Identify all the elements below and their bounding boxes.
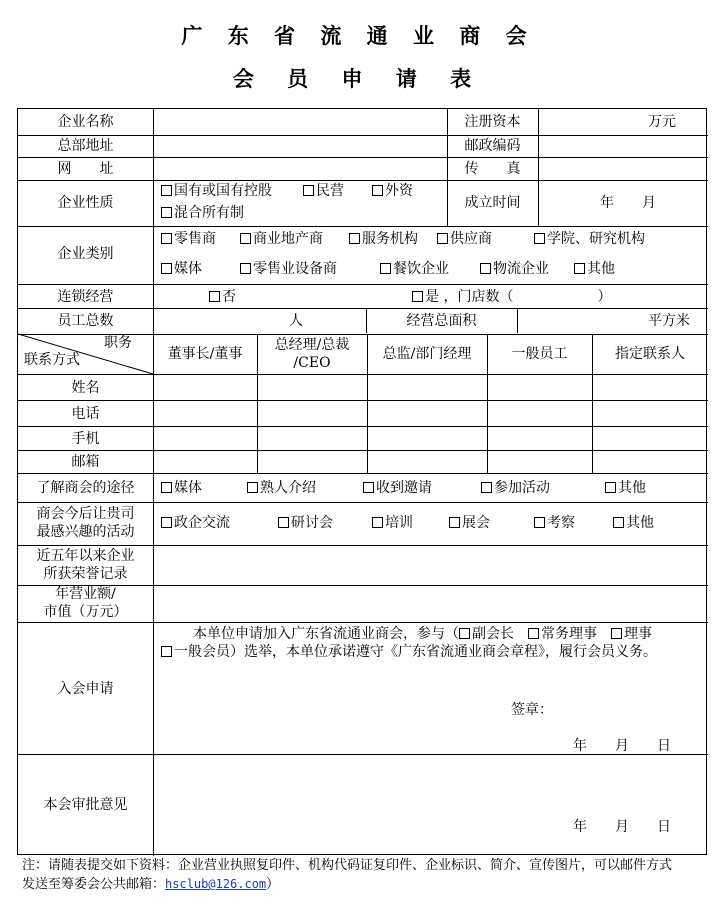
category-option[interactable]: 其他 (574, 260, 615, 278)
checkbox[interactable] (303, 185, 314, 196)
nature-option[interactable]: 混合所有制 (161, 204, 244, 222)
footnote-line2: 发送至筹委会公共邮箱：hsclub@126.com） (22, 877, 280, 892)
label-channel: 了解商会的途径 (36, 480, 135, 496)
label-nature: 企业性质 (57, 195, 114, 211)
interest-option[interactable]: 培训 (372, 514, 413, 532)
checkbox[interactable] (437, 233, 448, 244)
footnote (22, 857, 712, 894)
label-interest: 商会今后让贵司 (36, 506, 135, 522)
checkbox[interactable] (372, 185, 383, 196)
contact-row-label: 姓名 (71, 380, 100, 396)
chain-no-option[interactable]: 否 (209, 288, 236, 306)
checkbox[interactable] (161, 517, 172, 528)
contact-row-label: 电话 (71, 406, 100, 422)
category-option[interactable]: 物流企业 (480, 260, 549, 278)
position-header: 指定联系人 (615, 346, 685, 362)
label-honors: 近五年以来企业 (36, 548, 135, 564)
staff-unit: 人 (289, 313, 303, 329)
checkbox[interactable] (161, 482, 172, 493)
label-honors: 所获荣誉记录 (43, 566, 128, 582)
checkbox[interactable] (161, 646, 172, 657)
label-postal-code: 邮政编码 (464, 138, 521, 154)
label-chain: 连锁经营 (57, 289, 114, 305)
label-website: 网 址 (57, 161, 114, 177)
label-hq-address: 总部地址 (57, 138, 114, 154)
review-date: 年 月 日 (573, 819, 671, 835)
checkbox[interactable] (161, 207, 172, 218)
nature-option[interactable]: 国有或国有控股 (161, 182, 272, 200)
category-option[interactable]: 餐饮企业 (380, 260, 449, 278)
channel-option[interactable]: 收到邀请 (363, 479, 432, 497)
apply-statement: 本单位申请加入广东省流通业商会，参与（ 副会长 常务理事 理事 (193, 626, 652, 642)
label-interest: 最感兴趣的活动 (36, 524, 135, 540)
contact-row-label: 邮箱 (71, 454, 100, 470)
signature-label: 签章： (511, 702, 553, 718)
checkbox[interactable] (412, 291, 423, 302)
checkbox[interactable] (247, 482, 258, 493)
application-form (17, 108, 707, 855)
category-option[interactable]: 零售商 (161, 230, 216, 248)
label-company-name: 企业名称 (57, 114, 114, 130)
category-option[interactable]: 零售业设备商 (240, 260, 337, 278)
label-staff: 员工总数 (57, 313, 114, 329)
checkbox[interactable] (480, 263, 491, 274)
label-revenue: 市值（万元） (43, 604, 128, 620)
reg-capital-unit: 万元 (648, 114, 676, 130)
email-link[interactable]: hsclub@126.com (165, 877, 267, 891)
footnote-line1: 注：请随表提交如下资料：企业营业执照复印件、机构代码证复印件、企业标识、简介、宣传图片，可以邮件方式 (22, 858, 673, 873)
channel-option[interactable]: 其他 (605, 479, 646, 497)
checkbox[interactable] (534, 233, 545, 244)
checkbox[interactable] (240, 263, 251, 274)
category-option[interactable]: 媒体 (161, 260, 202, 278)
form-title: 广 东 省 流 通 业 商 会 (181, 24, 536, 48)
category-option[interactable]: 学院、研究机构 (534, 230, 645, 248)
label-apply: 入会申请 (57, 681, 114, 697)
founded-unit: 年 月 (600, 195, 656, 211)
label-founded: 成立时间 (464, 195, 521, 211)
checkbox[interactable] (534, 517, 545, 528)
checkbox[interactable] (278, 517, 289, 528)
position-header: 董事长/董事 (167, 346, 243, 362)
position-header: 一般员工 (511, 346, 568, 362)
position-header: 总监/部门经理 (382, 346, 472, 362)
interest-option[interactable]: 研讨会 (278, 514, 333, 532)
label-reg-capital: 注册资本 (464, 114, 521, 130)
form-subtitle: 会 员 申 请 表 (232, 67, 485, 91)
checkbox[interactable] (372, 517, 383, 528)
apply-date: 年 月 日 (573, 738, 671, 754)
area-unit: 平方米 (648, 313, 690, 329)
interest-option[interactable]: 政企交流 (161, 514, 230, 532)
label-category: 企业类别 (57, 246, 114, 262)
checkbox[interactable] (363, 482, 374, 493)
apply-statement-cont: 一般会员）选举，本单位承诺遵守《广东省流通业商会章程》，履行会员义务。 (161, 643, 657, 661)
checkbox[interactable] (613, 517, 624, 528)
checkbox[interactable] (161, 263, 172, 274)
nature-option[interactable]: 外资 (372, 182, 413, 200)
checkbox[interactable] (349, 233, 360, 244)
checkbox[interactable] (240, 233, 251, 244)
label-review: 本会审批意见 (43, 797, 128, 813)
category-option[interactable]: 服务机构 (349, 230, 418, 248)
contact-row-label: 手机 (71, 431, 100, 447)
checkbox[interactable] (161, 233, 172, 244)
checkbox[interactable] (459, 628, 470, 639)
checkbox[interactable] (481, 482, 492, 493)
interest-option[interactable]: 其他 (613, 514, 654, 532)
channel-option[interactable]: 熟人介绍 (247, 479, 316, 497)
position-header: 总经理/总裁 (274, 337, 350, 353)
label-area: 经营总面积 (406, 313, 477, 329)
nature-option[interactable]: 民营 (303, 182, 344, 200)
interest-option[interactable]: 考察 (534, 514, 575, 532)
channel-option[interactable]: 参加活动 (481, 479, 550, 497)
checkbox[interactable] (161, 185, 172, 196)
checkbox[interactable] (574, 263, 585, 274)
chain-yes-option[interactable]: 是 ，门店数（ ） (412, 288, 611, 306)
category-option[interactable]: 商业地产商 (240, 230, 323, 248)
checkbox[interactable] (209, 291, 220, 302)
checkbox[interactable] (605, 482, 616, 493)
checkbox[interactable] (449, 517, 460, 528)
category-option[interactable]: 供应商 (437, 230, 492, 248)
position-header: /CEO (293, 355, 331, 371)
checkbox[interactable] (380, 263, 391, 274)
label-revenue: 年营业额/ (55, 586, 116, 602)
interest-option[interactable]: 展会 (449, 514, 490, 532)
label-fax: 传 真 (464, 161, 521, 177)
diag-label-position: 职务 (104, 335, 132, 351)
checkbox[interactable] (528, 628, 539, 639)
diag-label-contact: 联系方式 (24, 352, 80, 368)
checkbox[interactable] (611, 628, 622, 639)
channel-option[interactable]: 媒体 (161, 479, 202, 497)
